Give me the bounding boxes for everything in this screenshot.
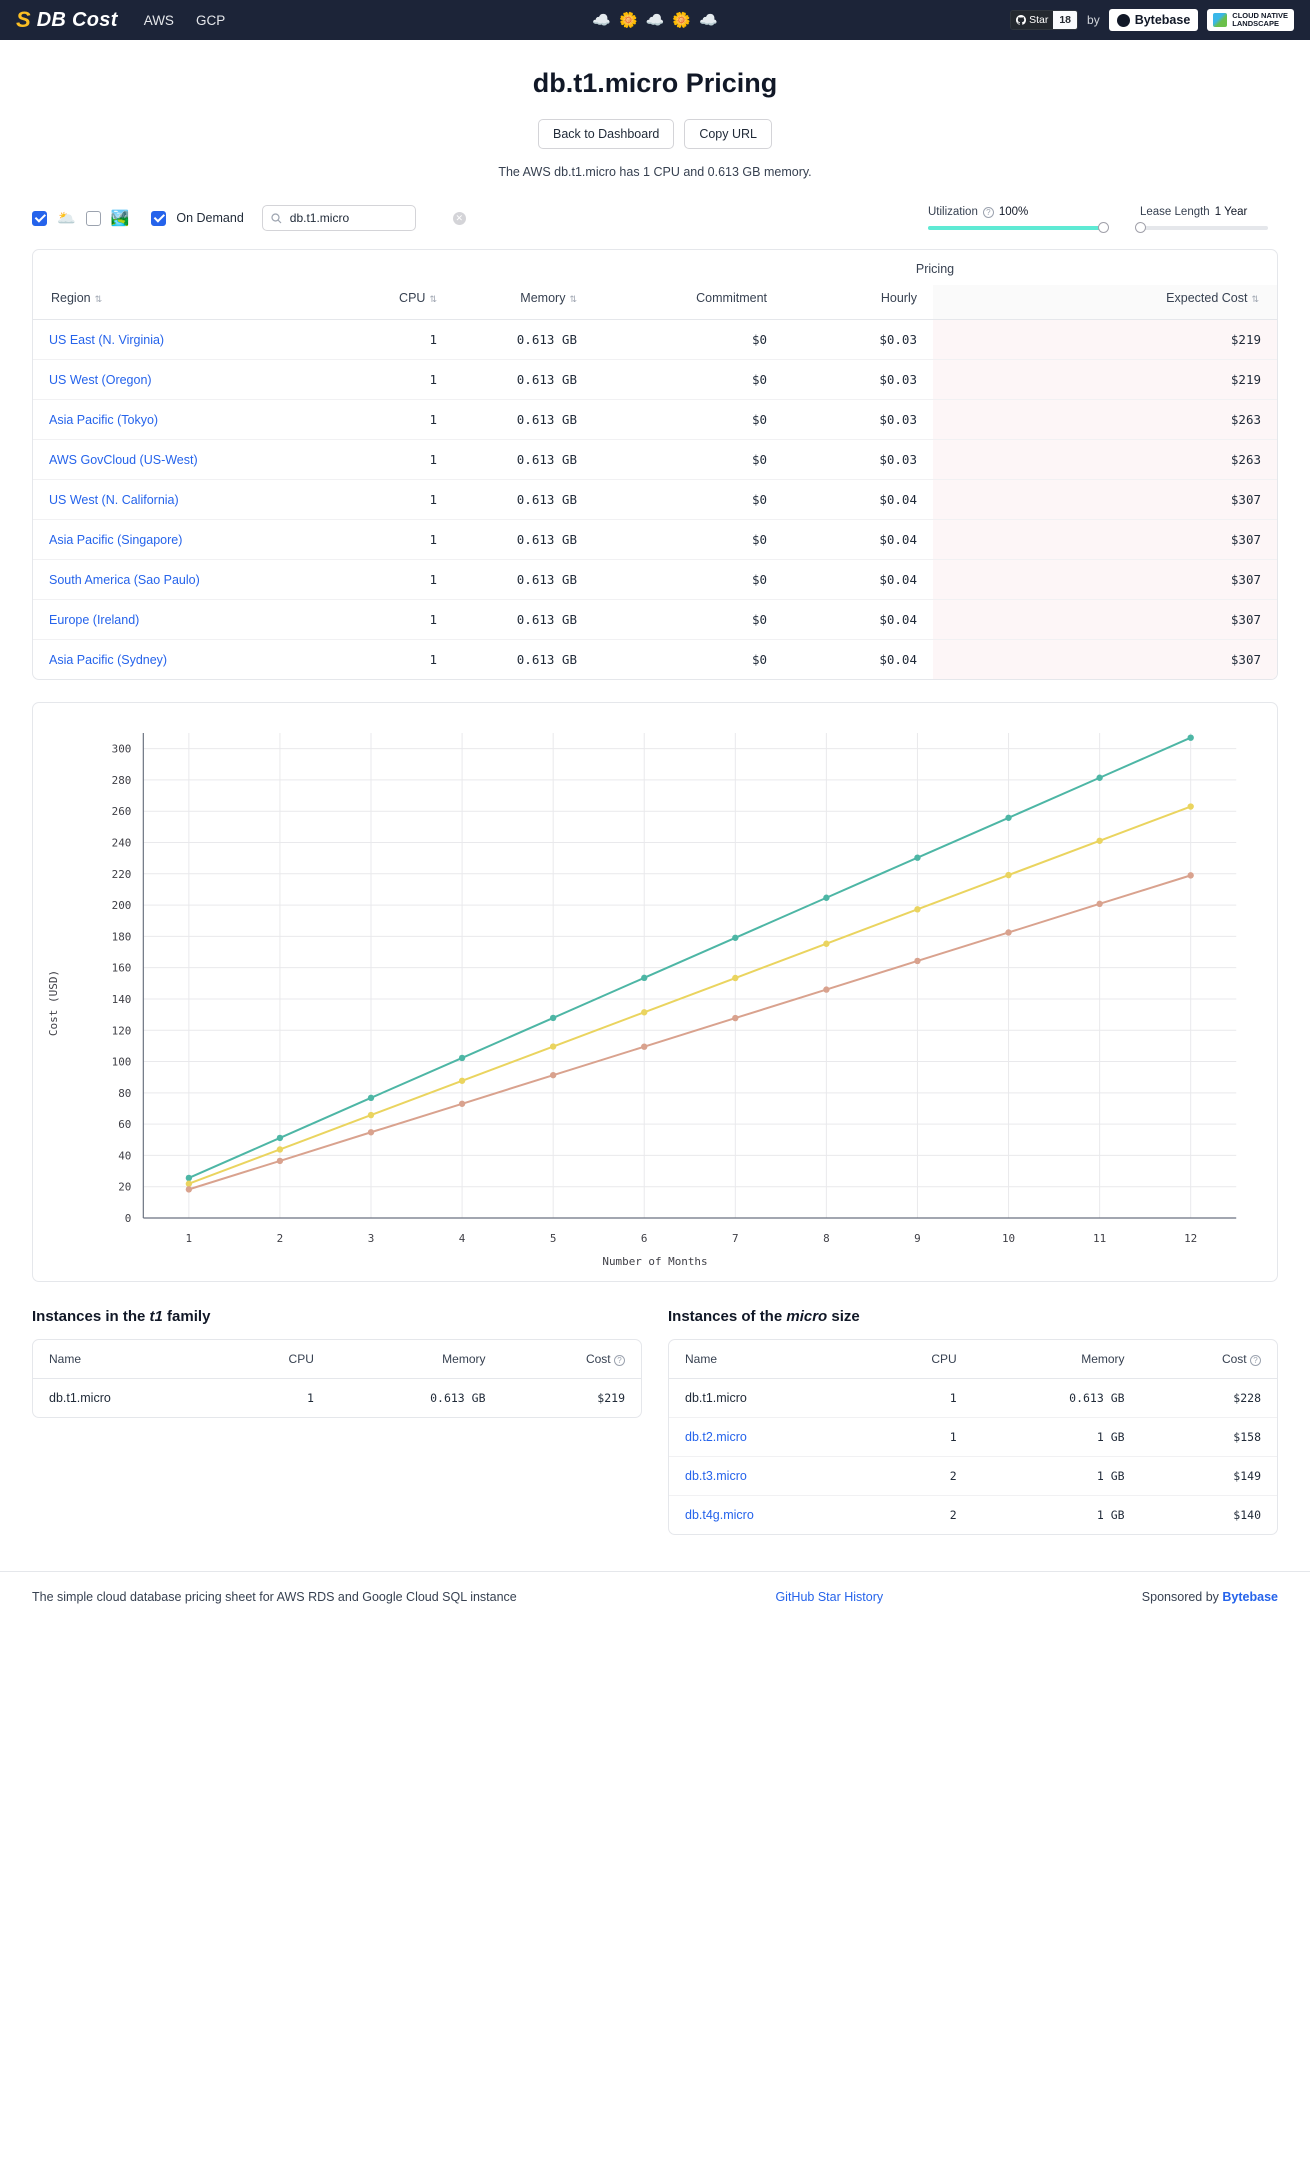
region-link[interactable]: US West (N. California): [49, 492, 179, 507]
chart-gridlines: [143, 733, 1236, 1218]
github-icon: [1011, 11, 1053, 29]
cell-memory: 0.613 GB: [453, 560, 593, 600]
cell-memory: 1 GB: [1096, 1508, 1125, 1522]
cell-expected-cost: $263: [933, 400, 1277, 440]
bytebase-logo[interactable]: [1109, 9, 1199, 31]
svg-text:20: 20: [118, 1180, 132, 1194]
cell-region: [33, 640, 303, 680]
related-instances: [32, 1308, 1278, 1535]
sparkle-icon: 🌼: [672, 11, 692, 29]
cell-region: [33, 400, 303, 440]
lease-length-control: [1140, 206, 1268, 230]
region-link[interactable]: Asia Pacific (Tokyo): [49, 412, 159, 427]
nav-right: [1010, 9, 1294, 31]
footer-tagline: The simple cloud database pricing sheet for AWS RDS and Google Cloud SQL instance: [32, 1590, 517, 1604]
cell-expected-cost: $307: [933, 480, 1277, 520]
svg-text:80: 80: [118, 1086, 132, 1100]
cell-region: [33, 480, 303, 520]
cell-commitment: $0: [593, 560, 783, 600]
cell-hourly: $0.03: [783, 400, 933, 440]
family-heading: Instances in the t1 family: [32, 1308, 211, 1325]
table-row[interactable]: [33, 480, 1277, 520]
chart-x-axis-title: Number of Months: [602, 1254, 708, 1269]
aws-icon: 🌥️: [57, 209, 76, 227]
family-column-memory[interactable]: Memory: [330, 1340, 502, 1379]
by-label: by: [1087, 13, 1100, 27]
lease-length-label: Lease Length: [1140, 206, 1210, 218]
svg-text:200: 200: [111, 899, 132, 913]
help-icon[interactable]: ?: [1250, 1355, 1261, 1366]
help-icon[interactable]: ?: [983, 207, 994, 218]
cell-commitment: $0: [593, 600, 783, 640]
cell-memory: 0.613 GB: [973, 1379, 1141, 1418]
cell-expected-cost: $307: [933, 560, 1277, 600]
region-link[interactable]: US West (Oregon): [49, 372, 152, 387]
cost-over-months-chart: [39, 713, 1271, 1273]
column-header-expected-cost[interactable]: Expected Cost ⇅: [933, 285, 1277, 320]
sort-icon-active: ⇅: [1251, 294, 1259, 304]
cell-region: [33, 440, 303, 480]
family-table: [33, 1340, 641, 1417]
cloud-decoration: [592, 13, 717, 28]
region-link[interactable]: AWS GovCloud (US-West): [49, 452, 198, 467]
cell-memory: 0.613 GB: [453, 440, 593, 480]
cell-commitment: $0: [593, 480, 783, 520]
footer-sponsor: [1142, 1590, 1278, 1604]
cell-commitment: $0: [593, 360, 783, 400]
cell-expected-cost: $219: [933, 320, 1277, 360]
cell-commitment: $0: [593, 320, 783, 360]
sponsored-by-label: Sponsored by: [1141, 1590, 1223, 1604]
cell-cpu: 1: [863, 1379, 973, 1418]
cell-memory: 0.613 GB: [453, 520, 593, 560]
svg-text:8: 8: [823, 1231, 830, 1246]
cell-cpu: 1: [863, 1418, 973, 1457]
sponsor-link[interactable]: Bytebase: [1222, 1590, 1278, 1604]
svg-text:0: 0: [124, 1211, 132, 1226]
cell-name: db.t1.micro: [669, 1379, 863, 1418]
size-column-cost[interactable]: Cost ?: [1141, 1340, 1277, 1379]
cell-cpu: 1: [306, 1391, 314, 1405]
instance-link[interactable]: db.t4g.micro: [685, 1508, 754, 1522]
brand[interactable]: [16, 9, 118, 32]
cell-memory: 0.613 GB: [453, 400, 593, 440]
table-row[interactable]: [33, 600, 1277, 640]
chart-y-axis-title: Cost (USD): [46, 969, 60, 1037]
cell-hourly: $0.03: [783, 320, 933, 360]
cell-cost: $140: [1233, 1508, 1261, 1522]
svg-text:10: 10: [1001, 1231, 1016, 1246]
nav-link-aws[interactable]: AWS: [143, 12, 174, 28]
svg-text:11: 11: [1093, 1231, 1107, 1246]
github-star-label: Star: [1029, 14, 1049, 26]
lease-length-value: 1 Year: [1214, 206, 1248, 218]
size-column-cpu[interactable]: CPU: [863, 1340, 973, 1379]
column-header-region[interactable]: Region ⇅: [33, 285, 303, 320]
bytebase-label: Bytebase: [1134, 13, 1191, 27]
family-column-cost[interactable]: Cost ?: [502, 1340, 642, 1379]
column-header-memory[interactable]: Memory ⇅: [453, 285, 593, 320]
cell-memory: 0.613 GB: [453, 320, 593, 360]
utilization-slider[interactable]: [928, 226, 1104, 230]
cell-hourly: $0.04: [783, 600, 933, 640]
size-table: [669, 1340, 1277, 1534]
table-row[interactable]: [669, 1496, 1277, 1535]
cell-hourly: $0.04: [879, 652, 917, 667]
s-logo-icon: S: [16, 7, 31, 32]
cell-cpu: 2: [949, 1508, 957, 1522]
table-row[interactable]: [33, 520, 1277, 560]
cell-expected-cost: $307: [933, 640, 1277, 680]
table-row[interactable]: [33, 640, 1277, 680]
pricing-table: [32, 249, 1278, 680]
size-column-memory[interactable]: Memory: [973, 1340, 1141, 1379]
table-row[interactable]: [33, 560, 1277, 600]
cell-expected-cost: $263: [933, 440, 1277, 480]
svg-text:6: 6: [640, 1231, 648, 1246]
svg-text:60: 60: [118, 1118, 132, 1132]
size-instances-section: [668, 1308, 1278, 1535]
cell-cpu: 1: [303, 360, 453, 400]
svg-text:40: 40: [118, 1149, 132, 1163]
search-icon: [270, 212, 282, 224]
on-demand-checkbox[interactable]: [151, 211, 166, 226]
cncf-landscape-badge[interactable]: [1207, 9, 1294, 31]
cell-region: [33, 520, 303, 560]
table-row[interactable]: [669, 1457, 1277, 1496]
cell-cost: $149: [1141, 1457, 1277, 1496]
utilization-value: 100%: [998, 206, 1029, 218]
region-link[interactable]: Asia Pacific (Sydney): [49, 652, 168, 667]
table-row[interactable]: [669, 1379, 1277, 1418]
cell-hourly: $0.04: [783, 480, 933, 520]
sort-icon: ⇅: [569, 294, 577, 304]
pricing-group-header: Pricing: [915, 262, 955, 276]
svg-text:300: 300: [111, 742, 132, 756]
cell-commitment: $0: [751, 652, 767, 667]
cell-memory: 0.613 GB: [453, 360, 593, 400]
cell-commitment: $0: [593, 520, 783, 560]
family-column-cpu[interactable]: CPU: [217, 1340, 330, 1379]
svg-text:260: 260: [111, 805, 132, 819]
column-header-hourly[interactable]: Hourly: [783, 285, 933, 320]
gcp-checkbox[interactable]: [86, 211, 101, 226]
cell-cpu: 1: [429, 652, 437, 667]
svg-text:280: 280: [111, 773, 132, 787]
cell-name: [669, 1418, 863, 1457]
cell-cpu: 1: [303, 480, 453, 520]
family-instances-section: [32, 1308, 642, 1535]
page-subtitle: The AWS db.t1.micro has 1 CPU and 0.613 GB memory.: [498, 165, 812, 179]
region-link[interactable]: US East (N. Virginia): [49, 332, 165, 347]
svg-text:180: 180: [111, 930, 132, 944]
cell-hourly: $0.03: [783, 360, 933, 400]
lease-length-slider-knob[interactable]: [1135, 222, 1146, 233]
svg-text:100: 100: [111, 1055, 132, 1069]
cell-cpu: 1: [303, 320, 453, 360]
cell-expected-cost: $307: [933, 520, 1277, 560]
cell-hourly: $0.04: [783, 520, 933, 560]
cell-name: [669, 1457, 863, 1496]
table-row[interactable]: [33, 320, 1277, 360]
region-link[interactable]: Asia Pacific (Singapore): [49, 532, 183, 547]
region-link[interactable]: South America (Sao Paulo): [49, 572, 200, 587]
pricing-table-body: [33, 320, 1277, 680]
filter-controls: [32, 205, 1278, 231]
cloud-icon: ☁️: [699, 11, 718, 29]
gcp-icon: 🏞️: [110, 209, 130, 227]
family-column-name[interactable]: Name: [33, 1340, 217, 1379]
cell-memory: 0.613 GB: [453, 480, 593, 520]
cloud-icon: ☁️: [645, 11, 665, 29]
search-input[interactable]: [288, 210, 447, 226]
svg-text:9: 9: [914, 1231, 921, 1246]
nav-links: [144, 13, 226, 28]
cell-name: db.t1.micro: [49, 1391, 111, 1405]
cell-expected-cost: $219: [933, 360, 1277, 400]
cell-region: [33, 360, 303, 400]
cell-region: [33, 320, 303, 360]
back-to-dashboard-button[interactable]: Back to Dashboard: [538, 119, 674, 149]
page-title: db.t1.micro Pricing: [532, 68, 778, 98]
cloud-icon: ☁️: [592, 11, 611, 29]
region-link[interactable]: Europe (Ireland): [49, 612, 140, 627]
lease-length-slider[interactable]: [1140, 226, 1268, 230]
table-row[interactable]: [33, 360, 1277, 400]
on-demand-label: On Demand: [176, 211, 244, 225]
cell-cpu: 1: [303, 600, 453, 640]
cell-region: [33, 560, 303, 600]
svg-text:2: 2: [276, 1231, 284, 1246]
svg-text:7: 7: [732, 1231, 739, 1246]
sparkle-icon: 🌼: [618, 11, 638, 29]
github-star-history-link[interactable]: GitHub Star History: [775, 1590, 884, 1604]
svg-text:120: 120: [111, 1024, 132, 1038]
table-row[interactable]: [33, 440, 1277, 480]
bytebase-mark-icon: [1117, 14, 1130, 27]
svg-text:160: 160: [111, 961, 132, 975]
sort-icon: ⇅: [94, 294, 103, 304]
svg-text:5: 5: [549, 1231, 557, 1246]
svg-text:4: 4: [458, 1231, 466, 1246]
utilization-label: Utilization: [928, 206, 978, 218]
github-star-count: 18: [1053, 11, 1077, 29]
size-heading: Instances of the micro size: [668, 1308, 860, 1325]
cell-cost: $219: [597, 1391, 625, 1405]
table-row[interactable]: [33, 400, 1277, 440]
cell-memory: 0.613 GB: [453, 600, 593, 640]
size-column-name[interactable]: Name: [669, 1340, 863, 1379]
svg-text:1: 1: [185, 1231, 193, 1246]
header-actions: [0, 119, 1310, 149]
cncf-line1: CLOUD NATIVE: [1232, 10, 1288, 20]
copy-url-button[interactable]: Copy URL: [684, 119, 772, 149]
svg-text:12: 12: [1184, 1231, 1198, 1246]
cell-cpu: 1: [303, 520, 453, 560]
cell-memory: 1 GB: [973, 1457, 1141, 1496]
github-star-badge[interactable]: [1010, 10, 1078, 30]
cell-memory: 0.613 GB: [516, 652, 577, 667]
nav-link-gcp[interactable]: GCP: [195, 12, 226, 28]
column-header-commitment[interactable]: Commitment: [593, 285, 783, 320]
cell-commitment: $0: [593, 400, 783, 440]
column-header-cpu[interactable]: CPU ⇅: [303, 285, 453, 320]
cell-cpu: 1: [303, 560, 453, 600]
table-row[interactable]: [669, 1418, 1277, 1457]
top-navbar: [0, 0, 1310, 40]
svg-text:240: 240: [111, 836, 132, 850]
cell-cpu: 2: [863, 1457, 973, 1496]
utilization-slider-knob[interactable]: [1098, 222, 1109, 233]
cncf-mark-icon: [1213, 13, 1227, 27]
brand-name: DB Cost: [36, 8, 118, 31]
aws-checkbox[interactable]: [32, 211, 47, 226]
cell-memory: 0.613 GB: [430, 1391, 486, 1405]
cncf-line2: LANDSCAPE: [1232, 19, 1279, 28]
cell-cpu: 1: [303, 440, 453, 480]
cost-chart-card: [32, 702, 1278, 1282]
sort-icon: ⇅: [429, 294, 437, 304]
help-icon[interactable]: ?: [614, 1355, 625, 1366]
search-box[interactable]: [262, 205, 464, 231]
cell-memory: 1 GB: [973, 1418, 1141, 1457]
footer: [0, 1571, 1310, 1624]
cell-commitment: $0: [593, 440, 783, 480]
svg-text:140: 140: [111, 992, 132, 1006]
page-body: [0, 68, 1310, 1624]
cell-hourly: $0.03: [783, 440, 933, 480]
cell-cost: $158: [1141, 1418, 1277, 1457]
svg-text:220: 220: [111, 867, 132, 881]
cell-cost: $228: [1141, 1379, 1277, 1418]
svg-text:3: 3: [367, 1231, 375, 1246]
instance-link[interactable]: db.t3.micro: [685, 1469, 747, 1483]
cell-name: [669, 1496, 863, 1535]
cell-region: [33, 600, 303, 640]
table-row[interactable]: [33, 1379, 641, 1418]
instance-link[interactable]: db.t2.micro: [685, 1430, 747, 1444]
cell-cpu: 1: [303, 400, 453, 440]
cell-hourly: $0.04: [783, 560, 933, 600]
utilization-control: [928, 206, 1104, 230]
cell-expected-cost: $307: [933, 600, 1277, 640]
clear-search-icon[interactable]: ✕: [453, 212, 466, 225]
slider-controls: [928, 206, 1278, 230]
